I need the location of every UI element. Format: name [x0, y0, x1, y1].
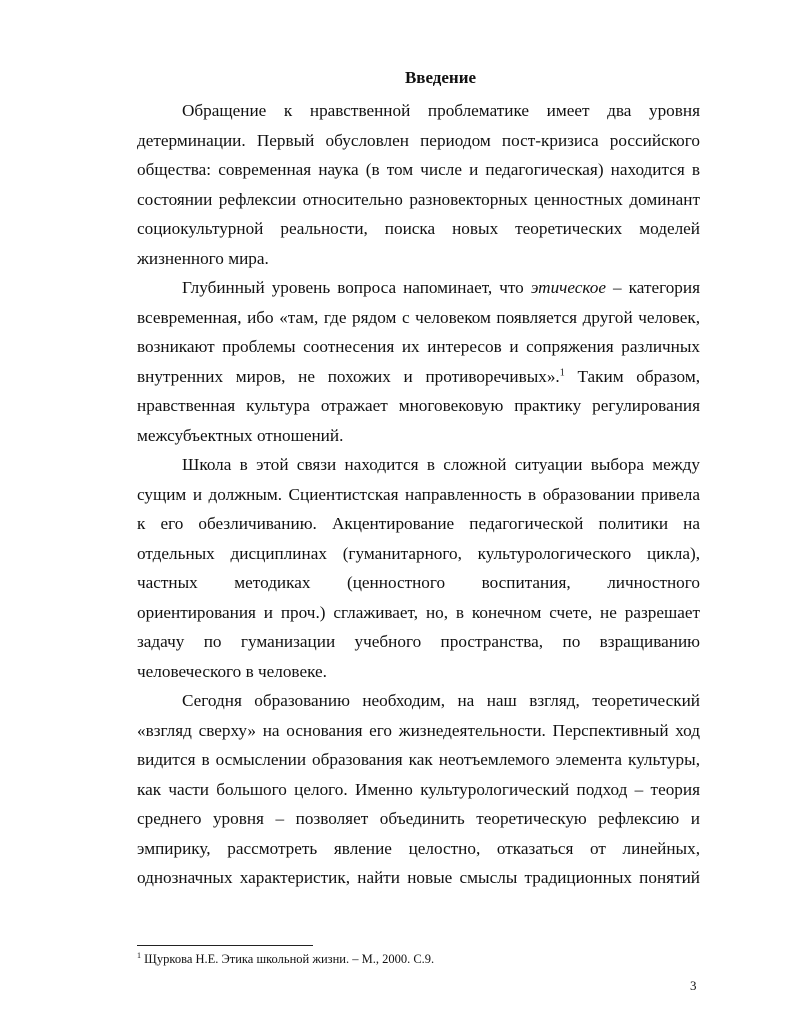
text-line: к его обезличиванию. Акцентирование педагогической политики на [137, 514, 700, 533]
paragraph-4 [137, 686, 700, 893]
text-line: частных методиках (ценностного воспитания, личностного [137, 573, 700, 592]
text-line: ориентирования и проч.) сглаживает, но, в конечном счете, не разрешает [137, 602, 700, 622]
paragraph-3 [137, 450, 700, 686]
text-line: жизненного мира. [137, 248, 269, 268]
footnote-separator [137, 945, 313, 946]
text-line [137, 362, 700, 392]
text-line: как части большого целого. Именно культурологический подход – теория [137, 779, 700, 799]
text-line: всевременная, ибо «там, где рядом с человеком появляется другой человек, [137, 307, 700, 327]
text-fragment: внутренних миров, не похожих и противоречивых». [137, 366, 560, 386]
text-line: Школа в этой связи находится в сложной ситуации выбора между [182, 455, 700, 474]
text-line: эмпирику, рассмотреть явление целостно, отказаться от линейных, [137, 838, 700, 858]
text-line: Сегодня образованию необходим, на наш взгляд, теоретический [182, 691, 700, 710]
paragraph-2 [137, 273, 700, 450]
text-line: «взгляд сверху» на основания его жизнедеятельности. Перспективный ход [137, 720, 700, 740]
text-line: нравственная культура отражает многовековую практику регулирования [137, 396, 700, 415]
text-line: состоянии рефлексии относительно разновекторных ценностных доминант [137, 189, 700, 209]
text-fragment: – категория [606, 278, 701, 297]
text-line: детерминации. Первый обусловлен периодом пост-кризиса российского [137, 130, 700, 150]
text-line: межсубъектных отношений. [137, 425, 344, 445]
paragraph-1 [137, 96, 700, 273]
section-title: Введение [404, 68, 477, 87]
text-line: отдельных дисциплинах (гуманитарного, культурологического цикла), [137, 543, 700, 563]
italic-term: этическое [530, 278, 607, 297]
body-text [137, 96, 700, 893]
text-line: Обращение к нравственной проблематике имеет два уровня [182, 101, 700, 120]
footnote-mark: 1 [137, 951, 141, 960]
text-line: сущим и должным. Сциентистская направленность в образовании привела [137, 484, 700, 504]
text-line: задачу по гуманизации учебного пространства, по взращиванию [137, 632, 700, 651]
footnote [137, 951, 434, 967]
text-line: возникают проблемы соотнесения их интересов и сопряжения различных [137, 337, 700, 356]
text-line [137, 273, 700, 303]
text-fragment: Глубинный уровень вопроса напоминает, что [182, 278, 531, 297]
text-line: среднего уровня – позволяет объединить теоретическую рефлексию и [137, 809, 700, 828]
footnote-text: Щуркова Н.Е. Этика школьной жизни. – М., 2000. С.9. [141, 952, 435, 967]
page-number: 3 [690, 978, 697, 993]
text-line: однозначных характеристик, найти новые смыслы традиционных понятий [137, 868, 700, 887]
text-line: видится в осмыслении образования как неотъемлемого элемента культуры, [137, 750, 700, 769]
text-line: человеческого в человеке. [137, 661, 327, 681]
footnote-reference[interactable]: 1 [559, 366, 565, 378]
text-line: общества: современная наука (в том числе и педагогическая) находится в [137, 160, 700, 179]
text-fragment: Таким образом, [564, 366, 700, 386]
text-line: социокультурной реальности, поиска новых теоретических моделей [137, 219, 700, 238]
